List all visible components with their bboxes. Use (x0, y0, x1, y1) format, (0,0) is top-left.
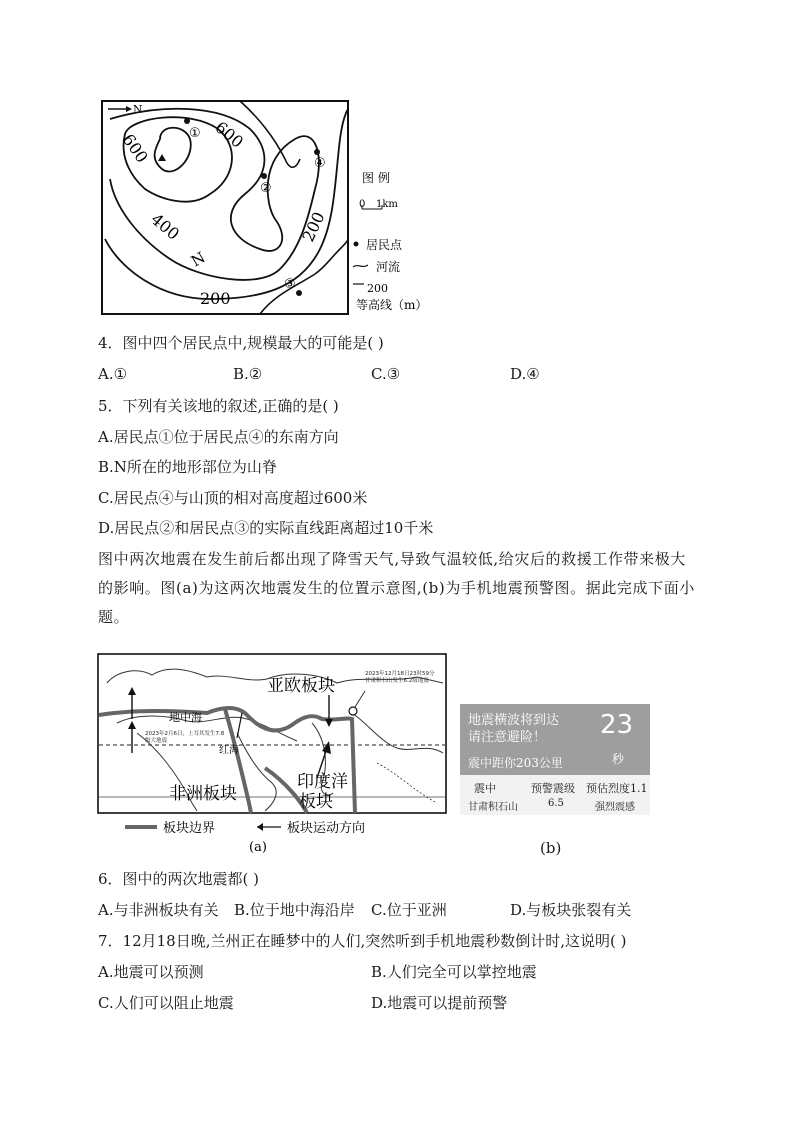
epicenter-gansu-icon (349, 707, 357, 715)
passage-line: 题。 (98, 608, 130, 626)
q5-option-a[interactable]: A.居民点①位于居民点④的东南方向 (98, 428, 339, 446)
question-5-stem: 5．下列有关该地的叙述,正确的是( ) (98, 397, 339, 415)
value-intensity: 强烈震感 (595, 802, 635, 813)
eurasia-plate-label: 亚欧板块 (267, 676, 335, 696)
contour-label: 200 (298, 208, 329, 245)
settlement-legend-icon (354, 242, 359, 247)
settlement-3: ③ (284, 277, 296, 292)
terrain-label-N: N (188, 248, 209, 271)
quake-note-turkey: 2023年2月6日，土耳其发生7.8级大地震 (145, 731, 225, 744)
figure-a-caption: (a) (249, 840, 267, 855)
passage-line: 图中两次地震在发生前后都出现了降雪天气,导致气温较低,给灾后的救援工作带来极大 (98, 550, 686, 568)
legend-contour-value: 200 (367, 282, 388, 295)
q5-option-c[interactable]: C.居民点④与山顶的相对高度超过600米 (98, 489, 368, 507)
q6-option-c[interactable]: C.位于亚洲 (371, 901, 447, 919)
quake-note-gansu: 2023年12月18日23时59分甘肃积石山发生6.2级地震 (365, 671, 435, 684)
legend-motion: 板块运动方向 (287, 821, 366, 836)
header-epicenter: 震中 (474, 782, 496, 795)
legend-river: 河流 (376, 260, 401, 274)
passage (98, 545, 708, 632)
settlement-2: ② (260, 181, 272, 196)
q4-option-a[interactable]: A.① (98, 365, 128, 383)
countdown-seconds: 23 (600, 710, 634, 740)
earthquake-alert-card (460, 704, 650, 815)
q7-option-b[interactable]: B.人们完全可以掌控地震 (371, 963, 537, 981)
header-intensity: 预估烈度1.1 (586, 782, 648, 795)
q5-option-d[interactable]: D.居民点②和居民点③的实际直线距离超过10千米 (98, 519, 434, 537)
legend-title: 图 例 (362, 171, 390, 185)
settlement-4: ④ (314, 156, 326, 171)
countdown-unit: 秒 (612, 752, 625, 766)
value-magnitude: 6.5 (548, 798, 564, 809)
legend-boundary: 板块边界 (163, 821, 216, 836)
figure-b-caption: (b) (540, 839, 562, 857)
q7-option-d[interactable]: D.地震可以提前预警 (371, 994, 508, 1012)
contour-label: 600 (211, 117, 248, 152)
river-legend-icon (353, 265, 368, 267)
q4-option-d[interactable]: D.④ (510, 365, 540, 383)
q6-option-a[interactable]: A.与非洲板块有关 (98, 901, 219, 919)
passage-line: 的影响。图(a)为这两次地震发生的位置示意图,(b)为手机地震预警图。据此完成下面小 (98, 579, 695, 597)
question-6-stem: 6．图中的两次地震都( ) (98, 870, 260, 888)
legend-contour: 等高线（m） (356, 298, 428, 312)
legend-scale-zero: 0 (359, 199, 366, 210)
q7-option-c[interactable]: C.人们可以阻止地震 (98, 994, 234, 1012)
alert-line-2: 请注意避险！ (468, 730, 547, 745)
contour-label: 400 (147, 209, 184, 244)
question-7-stem: 7．12月18日晚,兰州正在睡梦中的人们,突然听到手机地震秒数倒计时,这说明( ) (98, 932, 627, 950)
plate-map (97, 653, 449, 858)
legend-scale: 1km (376, 199, 398, 210)
africa-plate-label: 非洲板块 (169, 784, 237, 804)
value-epicenter: 甘肃积石山 (468, 802, 518, 813)
contour-map-graphic (100, 99, 428, 319)
q4-option-c[interactable]: C.③ (371, 365, 401, 383)
alert-details (460, 775, 650, 815)
contour-label: 200 (200, 289, 231, 308)
header-magnitude: 预警震级 (531, 782, 575, 795)
alert-distance: 震中距你203公里 (468, 756, 563, 770)
mediterranean-label: 地中海 (169, 711, 202, 724)
red-sea-label: 红海 (219, 745, 239, 756)
indian-plate-label: 印度洋 (297, 772, 348, 792)
q7-option-a[interactable]: A.地震可以预测 (98, 963, 204, 981)
question-4-stem: 4．图中四个居民点中,规模最大的可能是( ) (98, 334, 384, 352)
plate-map-graphic (97, 653, 449, 858)
settlement-1: ① (189, 126, 201, 141)
north-label: N (133, 103, 143, 116)
contour-label: 600 (118, 130, 152, 167)
q6-option-b[interactable]: B.位于地中海沿岸 (234, 901, 355, 919)
q6-option-d[interactable]: D.与板块张裂有关 (510, 901, 632, 919)
alert-message (468, 712, 559, 746)
indian-plate-label-2: 板块 (299, 792, 333, 812)
alert-line-1: 地震横波将到达 (468, 713, 560, 728)
q5-option-b[interactable]: B.N所在的地形部位为山脊 (98, 458, 277, 476)
q4-option-b[interactable]: B.② (233, 365, 263, 383)
legend-settlement: 居民点 (366, 238, 403, 252)
contour-map (100, 99, 428, 319)
